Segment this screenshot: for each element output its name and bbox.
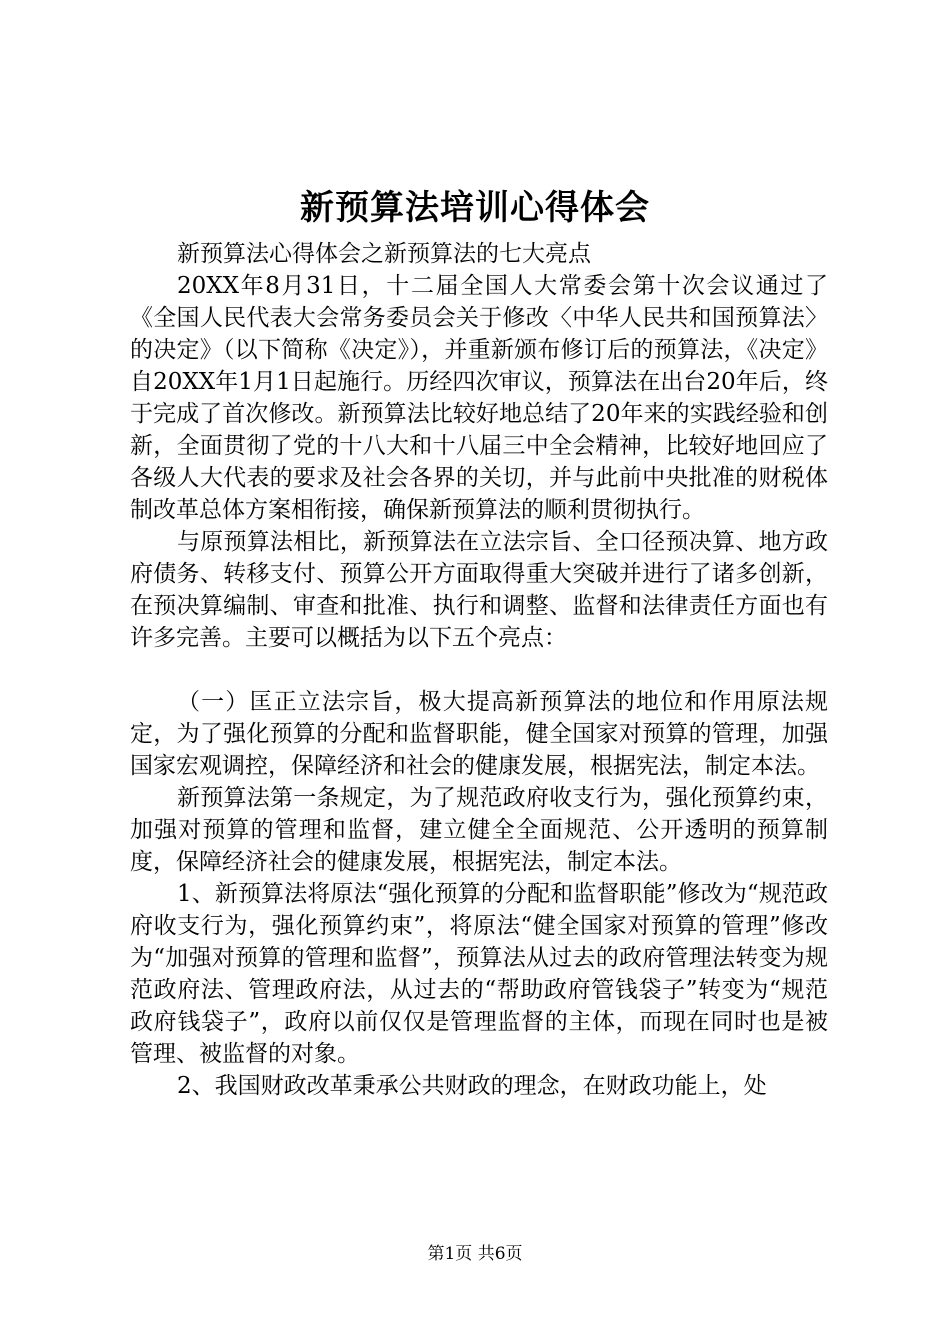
paragraph-article-one: 新预算法第一条规定，为了规范政府收支行为，强化预算约束，加强对预算的管理和监督，建立健全全面规范、公开透明的预算制度，保障经济社会的健康发展，根据宪法，制定本法。 [130,785,828,875]
document-body [130,238,828,1102]
paragraph-subtitle: 新预算法心得体会之新预算法的七大亮点 [177,241,591,267]
blank-line [130,654,828,686]
page-footer: 第1页 共6页 [427,1244,523,1264]
paragraph-point-two: 2、我国财政改革秉承公共财政的理念，在财政功能上，处 [177,1073,767,1099]
paragraph-intro: 20XX年8月31日，十二届全国人大常委会第十次会议通过了《全国人民代表大会常务委员会关于修改〈中华人民共和国预算法〉的决定》（以下简称《决定》），并重新颁布修订后的预算法，《决定》自20XX年1月1日起施行。历经四次审议，预算法在出台20年后，终于完成了首次修改。新预算法比较好地总结了20年来的实践经验和创新，全面贯彻了党的十八大和十八届三中全会精神，比较好地回应了各级人大代表的要求及社会各界的关切，并与此前中央批准的财税体制改革总体方案相衔接，确保新预算法的顺利贯彻执行。 [130,273,828,523]
paragraph-section-one: （一）匡正立法宗旨，极大提高新预算法的地位和作用原法规定，为了强化预算的分配和监督职能，健全国家对预算的管理，加强国家宏观调控，保障经济和社会的健康发展，根据宪法，制定本法。 [130,689,828,779]
paragraph-point-one: 1、新预算法将原法“强化预算的分配和监督职能”修改为“规范政府收支行为，强化预算约束”，将原法“健全国家对预算的管理”修改为“加强对预算的管理和监督”，预算法从过去的政府管理法转变为规范政府法、管理政府法，从过去的“帮助政府管钱袋子”转变为“规范政府钱袋子”，政府以前仅仅是管理监督的主体，而现在同时也是被管理、被监督的对象。 [130,881,828,1067]
document-title: 新预算法培训心得体会 [300,188,650,228]
paragraph-comparison: 与原预算法相比，新预算法在立法宗旨、全口径预决算、地方政府债务、转移支付、预算公开方面取得重大突破并进行了诸多创新，在预决算编制、审查和批准、执行和调整、监督和法律责任方面也有许多完善。主要可以概括为以下五个亮点： [130,529,828,651]
